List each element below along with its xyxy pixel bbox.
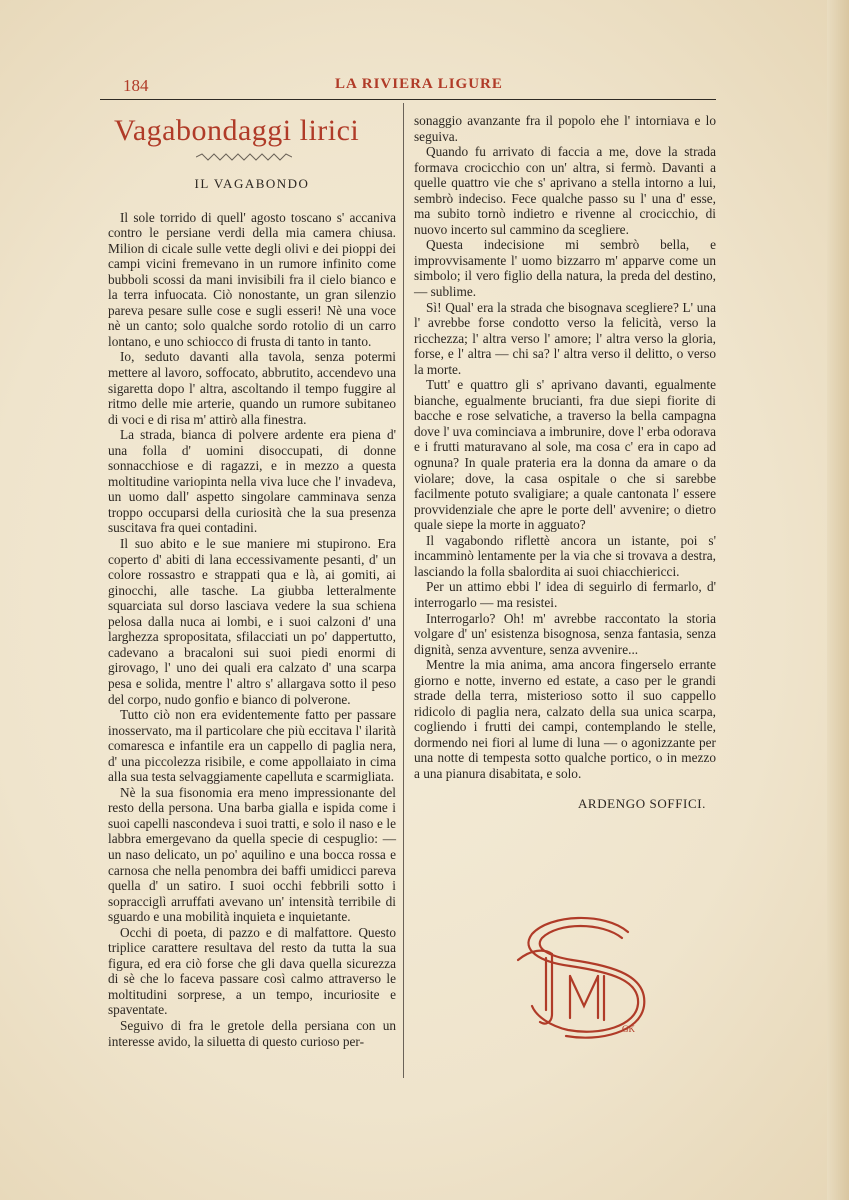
- page-number: 184: [123, 76, 149, 95]
- magazine-title: LA RIVIERA LIGURE: [335, 76, 503, 92]
- paragraph: Il vagabondo riflettè ancora un istante, poi s' incamminò lentamente per la via che si trovava a destra, lasciando la folla sbalordita ai suoi chiacchiericci.: [414, 532, 716, 579]
- paragraph: Il sole torrido di quell' agosto toscano s' accaniva contro le persiane verdi della mia camera chiusa. Milion di cicale sulle vette degli olivi e dei pioppi dei campi vicini fremevano in un rumore infinito come bubboli scossi da mani invisibili fra il cielo bianco e la terra infuocata. Ciò nonostante, un gran silenzio pareva pesare sulle cose e sugli esseri! Nè una voce nè un canto; solo qualche sordo rotolio di un carro lontano, e uno schiocco di frusta di tanto in tanto.: [108, 209, 396, 349]
- paragraph: Interrogarlo? Oh! m' avrebbe raccontato la storia volgare d' un' esistenza bisognosa, senza fantasia, senza dignità, senza avventure, senza avvenire...: [414, 610, 716, 657]
- title-ornament-icon: [196, 152, 292, 162]
- page-edge: [827, 0, 849, 1200]
- article-title: Vagabondaggi lirici: [114, 114, 360, 147]
- monogram-logo-icon: [510, 910, 660, 1040]
- paragraph: Mentre la mia anima, ama ancora fingerselo errante giorno e notte, inverno ed estate, a caso per le grandi strade della terra, misterioso sotto il suo cappello ridicolo di paglia nera, calzato della sua unica scarpa, cogliendo i frutti dei campi, contemplando le stelle, dormendo nei fiori al lume di luna — o agonizzante per una notte di tempesta sotto qualche portico, o in mezzo a una pianura disabitata, e solo.: [414, 657, 716, 781]
- paragraph: Il suo abito e le sue maniere mi stupirono. Era coperto d' abiti di lana eccessivamente pesanti, d' un colore rossastro e strappati qua e là, ai gomiti, ai ginocchi, alle tasche. La giubba letteralmente squarciata sul dorso lasciava vedere la sua schiena pelosa dalla nuca ai lombi, e i suoi calzoni d' una larghezza spropositata, sfilacciati un po' dappertutto, cadevano a bracaloni sui suoi piedi enormi di girovago, l' uno dei quali era calzato d' una scarpa pesa e solida, mentre l' altro s' allargava sotto il peso del corpo, nudo gonfio e bianco di polverone.: [108, 536, 396, 707]
- running-header: [123, 76, 715, 100]
- monogram-initials: GK: [622, 1024, 635, 1034]
- paragraph: Per un attimo ebbi l' idea di seguirlo di fermarlo, d' interrogarlo — ma resistei.: [414, 579, 716, 610]
- paragraph-continuation: sonaggio avanzante fra il popolo ehe l' intorniava e lo seguiva.: [414, 113, 716, 144]
- paragraph: Occhi di poeta, di pazzo e di malfattore. Questo triplice carattere resultava del resto da tutta la sua figura, ed era ciò forse che gli dava quella sicurezza di sè che lo faceva passare così calmo attraverso le moltitudini sorprese, a un tempo, incuriosite e spaventate.: [108, 924, 396, 1018]
- paragraph: Sì! Qual' era la strada che bisognava scegliere? L' una l' avrebbe forse condotto verso la felicità, verso la ricchezza; l' altra verso l' amore; l' altra verso la gloria, forse, e l' altra — chi sa? l' altra verso il delitto, o verso la morte.: [414, 299, 716, 377]
- paragraph: Tutt' e quattro gli s' aprivano davanti, egualmente bianche, egualmente brucianti, fra due siepi fiorite di bacche e rose selvatiche, a traverso la bella campagna dove l' uva cominciava a imbrunire, dove l' erba odorava e i frutti maturavano al sole, ma cosa c' era in capo ad ognuna? In quale prateria era la donna da amare o da violare; dove, la casa ospitale o che si sarebbe facilmente potuto svaligiare; a quale cantonata l' essere provvidenziale che apre le porte dell' avvenire; o dietro quale siepe la morte in agguato?: [414, 377, 716, 533]
- right-column: [414, 113, 716, 811]
- section-heading: IL VAGABONDO: [194, 176, 310, 191]
- paragraph: Quando fu arrivato di faccia a me, dove la strada formava crocicchio con un' altra, si fermò. Davanti a quelle quattro vie che s' aprivano a stella intorno a lui, sembrò indeciso. Fece qualche passo su l' una d' esse, ma subito tornò indietro e rivenne al crocicchio, di nuovo incerto sul cammino da scegliere.: [414, 144, 716, 237]
- author-signature: ARDENGO SOFFICI.: [577, 795, 706, 811]
- paragraph: Questa indecisione mi sembrò bella, e improvvisamente l' uomo bizzarro m' apparve come un simbolo; il vero figlio della natura, la preda del destino, — sublime.: [414, 237, 716, 300]
- paragraph: La strada, bianca di polvere ardente era piena d' una folla d' uomini disoccupati, di donne sonnacchiose e di ragazzi, e in mezzo a questa moltitudine variopinta nella viva luce che l' invadeva, un uomo dall' aspetto singolare camminava senza troppo occuparsi della curiosità che la sua presenza suscitava fra quei contadini.: [108, 427, 396, 536]
- paragraph: Tutto ciò non era evidentemente fatto per passare inosservato, ma il particolare che più eccitava l' ilarità comaresca e infantile era un cappello di paglia nera, d' una piccolezza risibile, e come appollaiato in cima alla sua testa selvaggiamente capelluta e scarmigliata.: [108, 707, 396, 785]
- left-column: [108, 110, 396, 1049]
- paragraph: Seguivo di fra le gretole della persiana con un interesse avido, la siluetta di questo curioso per-: [108, 1017, 396, 1049]
- column-divider: [403, 103, 404, 1078]
- header-rule: [100, 99, 716, 100]
- paragraph: Io, seduto davanti alla tavola, senza potermi mettere al lavoro, soffocato, abbrutito, accendevo una sigaretta dopo l' altra, ascoltando il tempo fuggire al ritmo delle mie arterie, quando un rumore subitaneo di voci e di risa m' attirò alla finestra.: [108, 349, 396, 427]
- paragraph: Nè la sua fisonomia era meno impressionante del resto della persona. Una barba gialla e ispida come i suoi capelli nascondeva i suoi tratti, e solo il naso e le labbra emergevano da quella specie di cespuglio: — un naso delicato, un po' aquilino e una bocca rossa e carnosa che nella penombra dei baffi umidicci pareva quella d' un satiro. I suoi occhi febbrili sotto i sopracciglì arruffati avevano un' intensità terribile di sguardo e una mobilità inquieta e inquietante.: [108, 784, 396, 925]
